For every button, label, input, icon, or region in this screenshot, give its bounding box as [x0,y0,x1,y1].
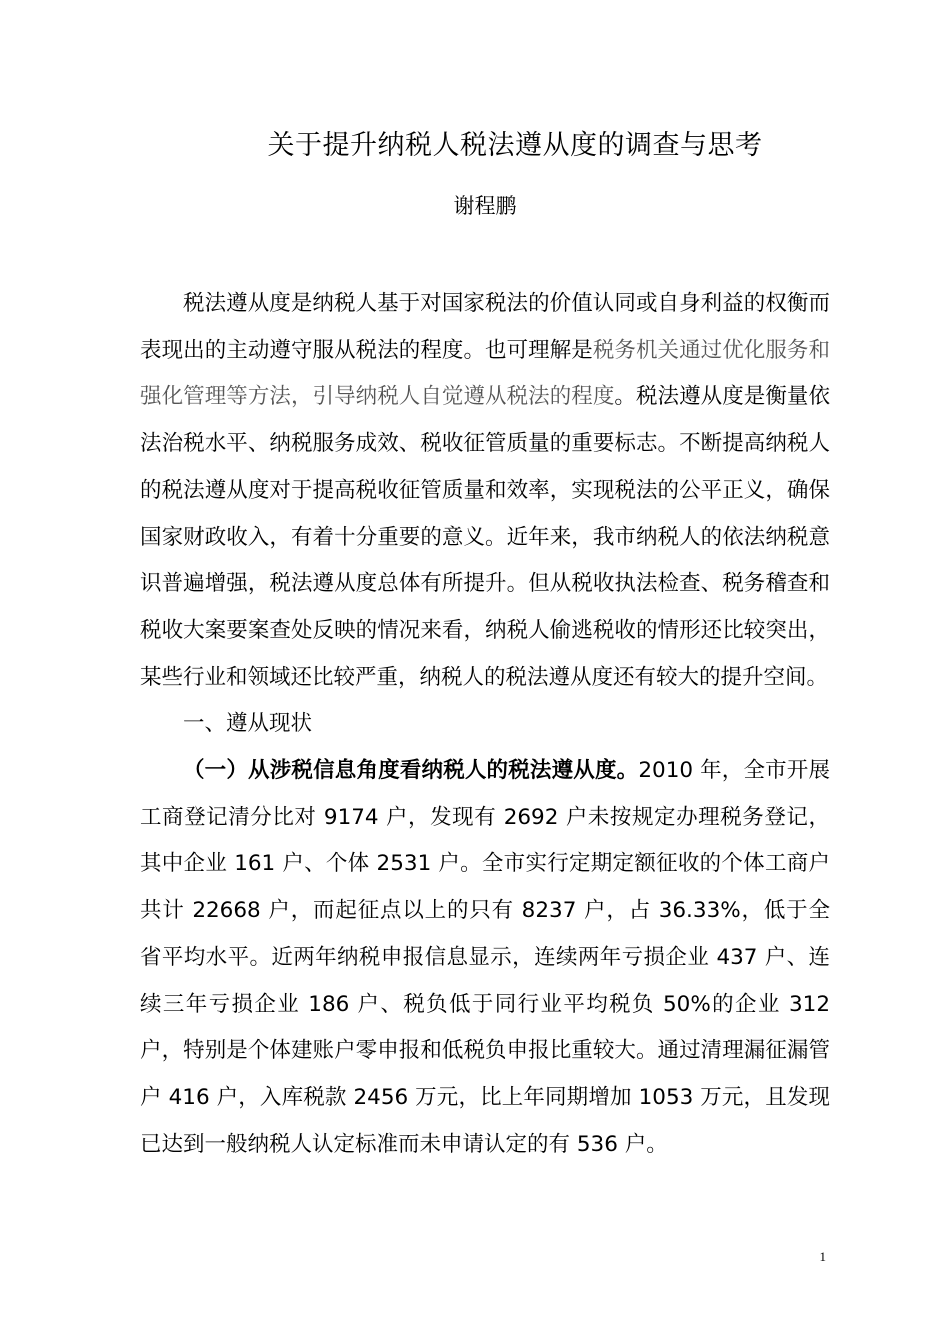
author-name: 谢程鹏 [453,194,517,218]
document-title: 关于提升纳税人税法遵从度的调查与思考 [267,130,763,161]
paragraph-text: 2010 年，全市开展工商登记清分比对 9174 户，发现有 2692 户未按规定办理税务登记，其中企业 161 户、个体 2531 户。全市实行定期定额征收的个体工商户共计 22668 户，而起征点以上的只有 8237 户，占 36.33%，低于全省平均水平。近两年纳税申报信息显示，连续两年亏损企业 437 户、连续三年亏损企业 186 户、税负低于同行业平均税负 50%的企业 312 户，特别是个体建账户零申报和低税负申报比重较大。通过清理漏征漏管户 416 户，入库税款 2456 万元，比上年同期增加 1053 万元，且发现已达到一般纳税人认定标准而未申请认定的有 536 户。 [140,758,830,1157]
section-paragraph [140,748,830,1168]
section-heading: 一、遵从现状 [183,711,313,737]
intro-text-part3: 。税法遵从度是衡量依法治税水平、纳税服务成效、税收征管质量的重要标志。不断提高纳税人的税法遵从度对于提高税收征管质量和效率，实现税法的公平正义，确保国家财政收入，有着十分重要的意义。近年来，我市纳税人的依法纳税意识普遍增强，税法遵从度总体有所提升。但从税收执法检查、税务稽查和税收大案要案查处反映的情况来看，纳税人偷逃税收的情形还比较突出，某些行业和领域还比较严重，纳税人的税法遵从度还有较大的提升空间。 [140,384,830,690]
paragraph-lead-heading: （一）从涉税信息角度看纳税人的税法遵从度。 [183,758,639,784]
intro-text-part2: 税务机关通过优化服务和强化管理等方法，引导纳税人自觉遵从税法的程度 [140,337,830,410]
intro-text-part1: 税法遵从度是纳税人基于对国家税法的价值认同或自身利益的权衡而表现出的主动遵守服从税法的程度。也可理解是 [140,291,830,363]
intro-paragraph [140,281,830,701]
document-body [140,281,830,1168]
page-number: 1 [819,1249,826,1264]
